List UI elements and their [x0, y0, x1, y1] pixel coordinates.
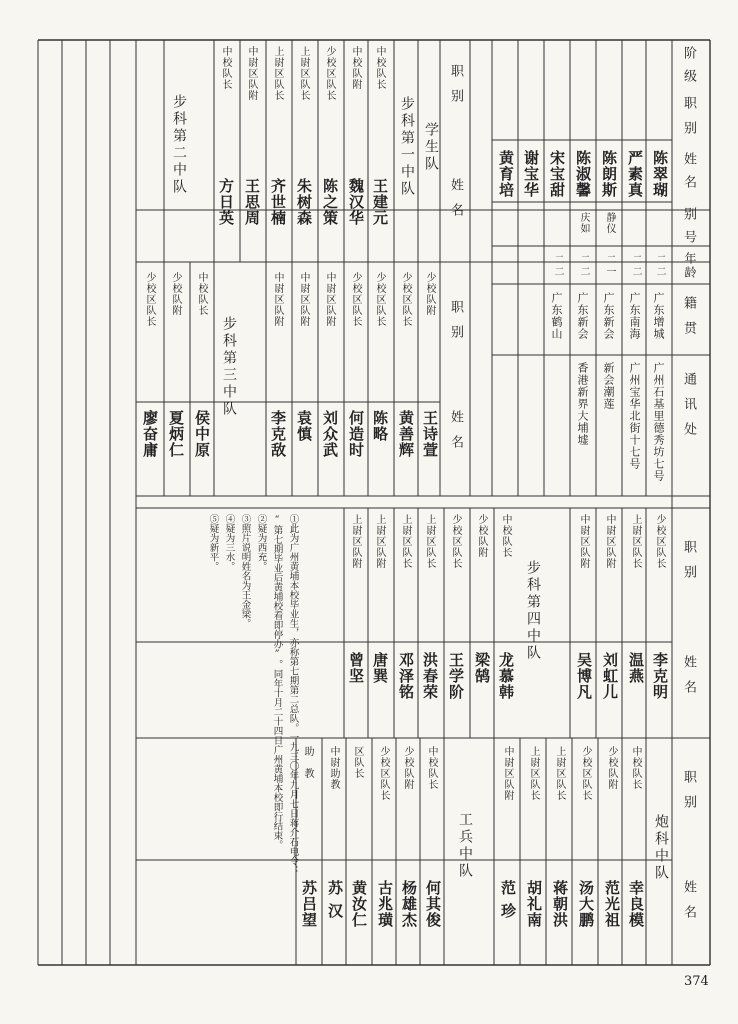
header-role: 职别	[681, 96, 696, 146]
person-address: 香港新界大埔墟	[576, 362, 589, 446]
person-address: 新会潮莲	[602, 362, 615, 410]
person-name: 幸良模	[627, 880, 645, 928]
person-name: 谢宝华	[522, 150, 540, 198]
person-name: 王建元	[371, 178, 389, 226]
person-name: 陈淑馨	[574, 150, 592, 198]
person-role: 中尉区队附	[578, 514, 589, 569]
person-role: 少校队附	[170, 272, 181, 316]
person-role: 上尉区队附	[374, 514, 385, 569]
unit-title: 步科第四中队	[525, 560, 541, 662]
person-origin: 广东新会	[602, 292, 615, 340]
person-age: 二二	[578, 254, 589, 278]
person-name: 齐世楠	[269, 178, 287, 226]
person-role: 少校队附	[476, 514, 487, 558]
person-role: 上尉区队附	[350, 514, 361, 569]
person-role: 助教	[302, 746, 313, 790]
person-name: 陈之策	[321, 178, 339, 226]
unit-title: 炮科中队	[653, 814, 669, 882]
person-role: 上尉区队长	[424, 514, 435, 569]
person-origin: 广东增城	[652, 292, 665, 340]
footnote: “第七期毕业后黄埔校看即停办”。同年十月二十四日广州黄埔本校即行结束。	[271, 514, 283, 850]
person-name: 王思周	[243, 178, 261, 226]
header-name: 姓名	[448, 178, 463, 228]
person-name: 宋宝甜	[548, 150, 566, 198]
person-role: 中校队长	[426, 746, 437, 790]
page-number: 374	[684, 974, 709, 989]
person-role: 上尉区队长	[272, 46, 283, 101]
person-role: 中尉区队附	[298, 272, 309, 327]
person-role: 上尉区队长	[528, 746, 539, 801]
person-role: 少校区队长	[144, 272, 155, 327]
person-name: 吴博凡	[575, 652, 593, 700]
person-role: 上尉区队长	[400, 514, 411, 569]
person-name: 陈略	[371, 410, 389, 442]
person-role: 中校队长	[196, 272, 207, 316]
person-name: 苏吕望	[300, 880, 318, 928]
person-role: 少校区队长	[654, 514, 665, 569]
person-role: 少校区队长	[450, 514, 461, 569]
footnote: ⑤疑为新平。	[207, 514, 219, 571]
header-name: 姓名	[681, 152, 696, 198]
person-name: 胡礼南	[525, 880, 543, 928]
person-name: 夏炳仁	[167, 410, 185, 458]
person-role: 中尉区队附	[324, 272, 335, 327]
person-role: 区队长	[352, 746, 363, 779]
header-address: 通讯处	[681, 372, 696, 447]
person-name: 唐巽	[371, 652, 389, 684]
header-role: 职别	[681, 540, 696, 590]
person-name: 黄善辉	[397, 410, 415, 458]
person-role: 上尉区队长	[298, 46, 309, 101]
person-age: 二二	[552, 254, 563, 278]
person-name: 陈朗斯	[600, 150, 618, 198]
footnote: ③照片说明姓名为王金梁。	[239, 514, 251, 628]
person-name: 范光祖	[603, 880, 621, 928]
person-name: 温燕	[627, 652, 645, 684]
person-role: 中尉区队附	[604, 514, 615, 569]
unit-title: 步科第一中队	[399, 96, 415, 198]
person-name: 廖奋庸	[141, 410, 159, 458]
person-role: 中尉区队附	[502, 746, 513, 801]
header-rank: 阶级	[681, 46, 696, 92]
person-role: 少校区队长	[400, 272, 411, 327]
person-name: 李克明	[651, 652, 669, 700]
person-name: 蒋朝洪	[551, 880, 569, 928]
person-role: 上尉区队长	[630, 514, 641, 569]
person-name: 朱树森	[295, 178, 313, 226]
person-name: 李克敌	[269, 410, 287, 458]
person-age: 二二	[654, 254, 665, 278]
person-role: 中校队长	[374, 46, 385, 90]
person-role: 少校区队长	[350, 272, 361, 327]
person-alias: 庆如	[578, 212, 589, 234]
person-name: 杨雄杰	[400, 880, 418, 928]
header-alias: 别号	[681, 207, 696, 253]
footnote: ①此为广州黄埔本校毕业生，亦称第七期第二总队。一九三〇年九月七日蒋介石电令：	[287, 514, 299, 875]
person-role: 少校队附	[606, 746, 617, 790]
person-name: 龙慕韩	[497, 652, 515, 700]
person-role: 少校队附	[424, 272, 435, 316]
person-role: 中尉助教	[328, 746, 339, 790]
unit-title: 步科第二中队	[171, 94, 187, 196]
person-name: 曾坚	[347, 652, 365, 684]
person-role: 中校队长	[500, 514, 511, 558]
person-name: 方日英	[217, 178, 235, 226]
person-origin: 广东鹤山	[550, 292, 563, 340]
header-role: 职别	[448, 300, 463, 350]
person-role: 少校区队长	[374, 272, 385, 327]
header-name: 姓名	[681, 880, 696, 930]
person-name: 刘众武	[321, 410, 339, 458]
person-age: 二二	[630, 254, 641, 278]
person-name: 古兆璜	[376, 880, 394, 928]
person-name: 何造时	[347, 410, 365, 458]
person-name: 梁鹄	[473, 652, 491, 684]
person-name: 王诗萱	[421, 410, 439, 458]
person-age: 二一	[604, 254, 615, 278]
person-role: 上尉区队长	[554, 746, 565, 801]
unit-title: 学生队	[423, 122, 439, 173]
person-name: 严素真	[626, 150, 644, 198]
footnote: ④疑为三水。	[223, 514, 235, 571]
person-role: 少校区队长	[378, 746, 389, 801]
person-address: 广州宝华北街十七号	[628, 362, 641, 470]
footnote: ②疑为西充。	[255, 514, 267, 571]
person-address: 广州石基里德秀坊七号	[652, 362, 665, 482]
unit-title: 工兵中队	[457, 812, 473, 880]
person-name: 陈翠瑚	[651, 150, 669, 198]
person-role: 少校队附	[402, 746, 413, 790]
person-role: 中校队长	[220, 46, 231, 90]
person-role: 中校队长	[630, 746, 641, 790]
person-alias: 静仪	[604, 212, 615, 234]
person-name: 范珍	[499, 880, 517, 926]
person-role: 少校区队长	[324, 46, 335, 101]
person-name: 苏汉	[326, 880, 344, 926]
person-name: 侯中原	[193, 410, 211, 458]
header-name: 姓名	[681, 655, 696, 705]
person-origin: 广东新会	[576, 292, 589, 340]
person-role: 中尉区队附	[246, 46, 257, 101]
person-role: 少校区队长	[580, 746, 591, 801]
person-origin: 广东南海	[628, 292, 641, 340]
person-name: 黄育培	[497, 150, 515, 198]
person-role: 中尉区队附	[272, 272, 283, 327]
person-name: 袁慎	[295, 410, 313, 442]
person-name: 洪春荣	[421, 652, 439, 700]
person-name: 邓泽铭	[397, 652, 415, 700]
unit-title: 步科第三中队	[221, 316, 237, 418]
header-origin: 籍贯	[681, 296, 696, 346]
header-role: 职别	[681, 770, 696, 820]
person-name: 魏汉华	[347, 178, 365, 226]
person-name: 王学阶	[447, 652, 465, 700]
header-age: 年龄	[683, 252, 697, 280]
person-name: 刘虹儿	[601, 652, 619, 700]
header-name: 姓名	[448, 410, 463, 460]
person-role: 中校队附	[350, 46, 361, 90]
header-role: 职别	[448, 64, 463, 114]
person-name: 黄汝仁	[350, 880, 368, 928]
person-name: 汤大鹏	[577, 880, 595, 928]
person-name: 何其俊	[424, 880, 442, 928]
